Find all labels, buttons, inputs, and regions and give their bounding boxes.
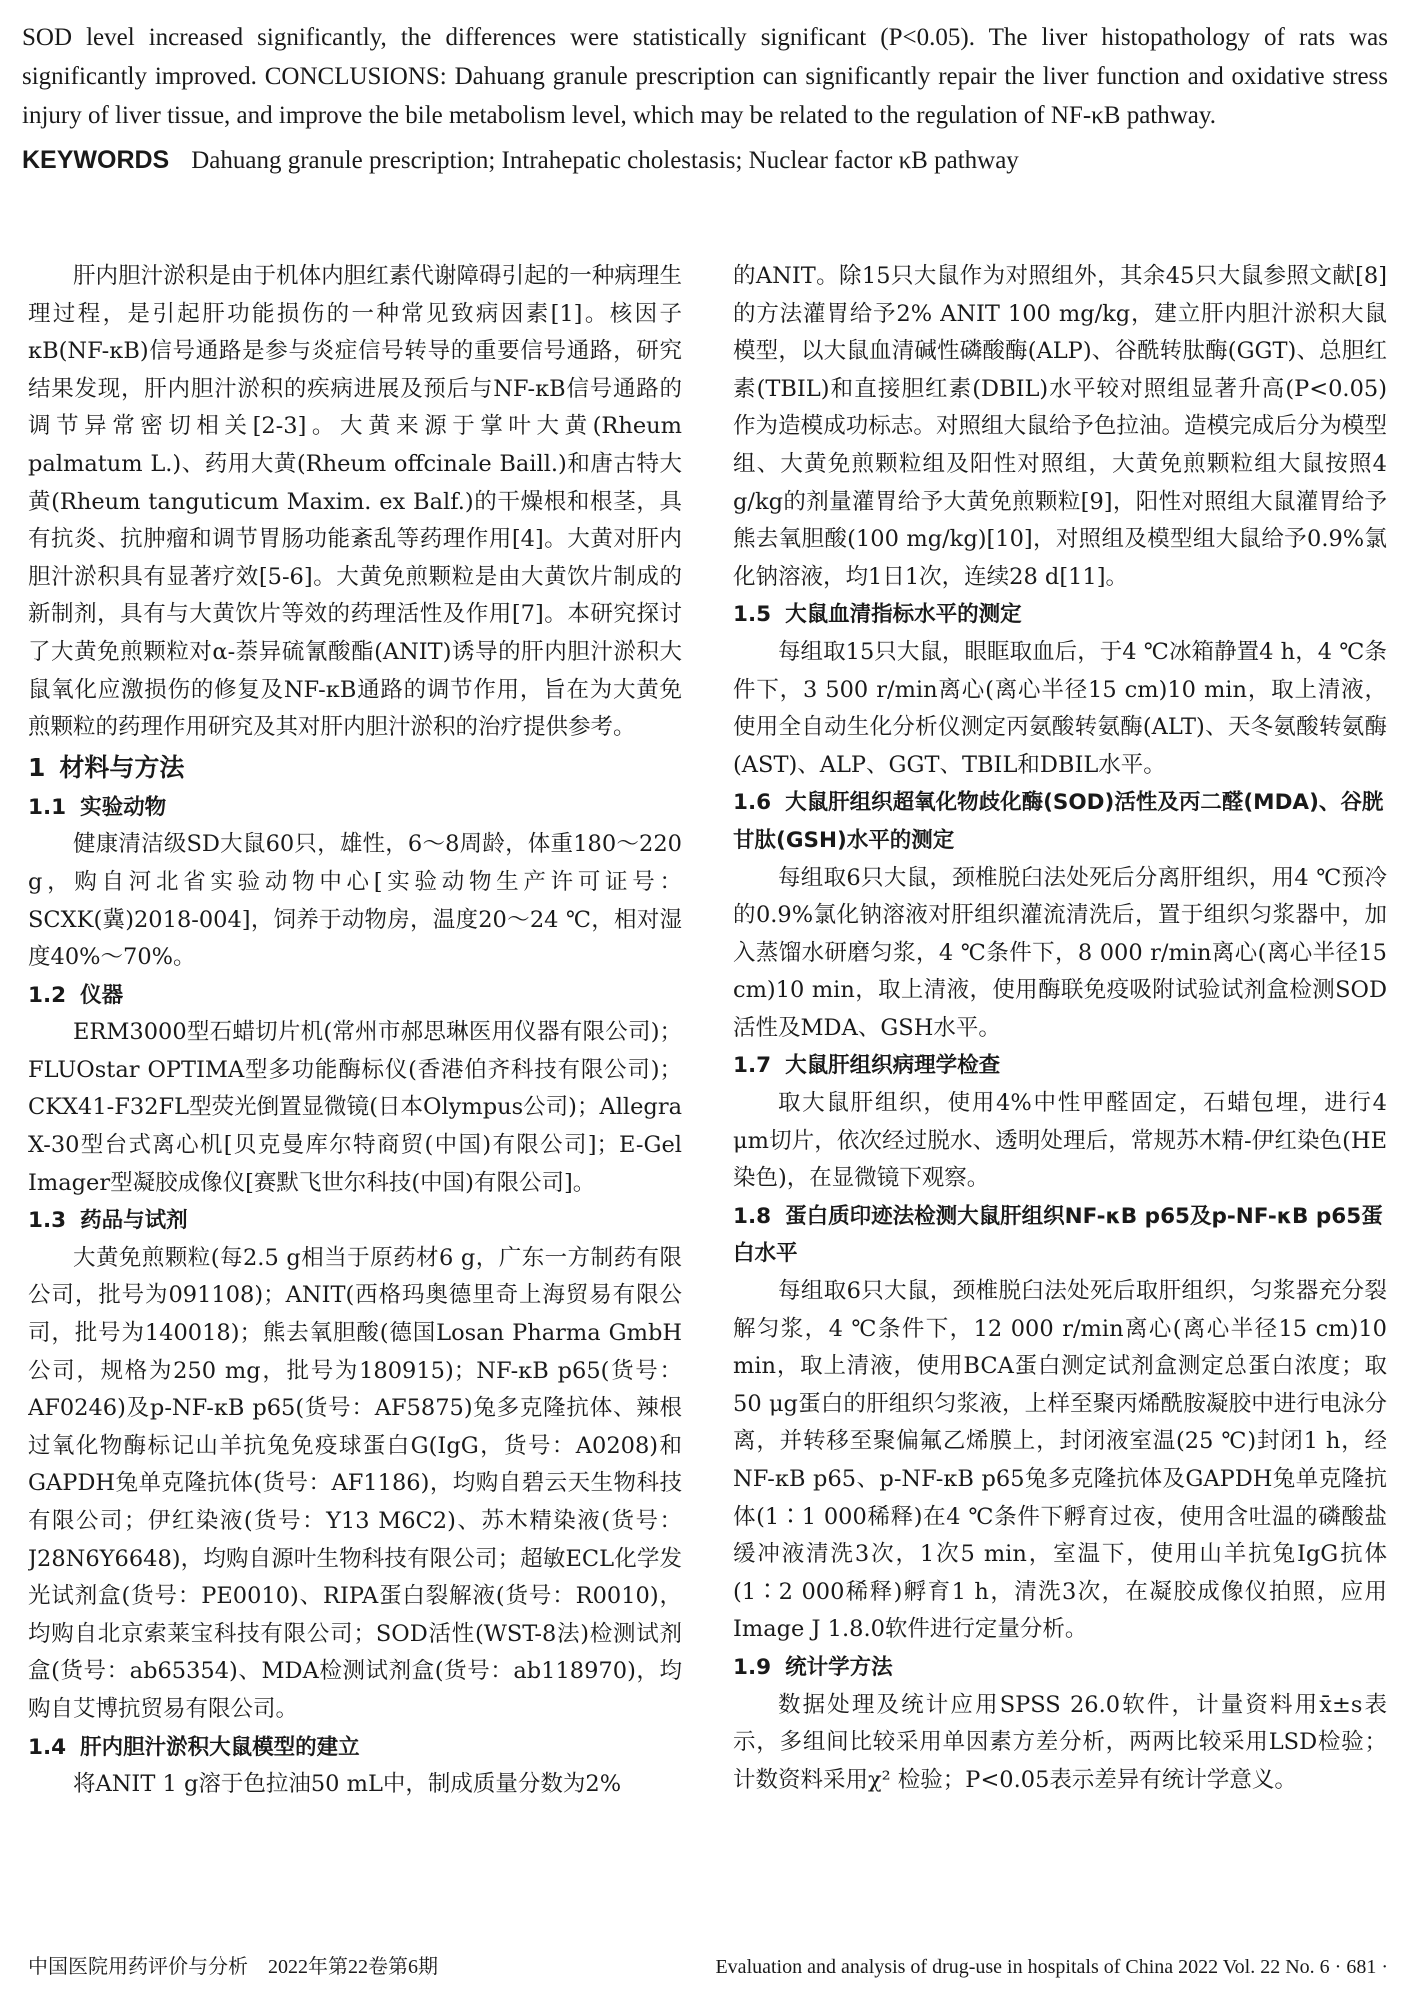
footer-journal-en: Evaluation and analysis of drug-use in hospitals of China 2022 Vol. 22 No. 6 · 681 · [715,1956,1388,1978]
subsection-heading-1-5: 1.5 大鼠血清指标水平的测定 [733,602,1022,628]
left-column [28,258,682,1918]
subsection-text-1-4: 将ANIT 1 g溶于色拉油50 mL中，制成质量分数为2% [73,1771,622,1798]
subsection-heading-1-4: 1.4 肝内胆汁淤积大鼠模型的建立 [28,1734,360,1760]
subsection-heading-1-6: 1.6 大鼠肝组织超氧化物歧化酶(SOD)活性及丙二醛(MDA)、谷胱甘肽(GSH)水平的测定 [733,790,1384,853]
subsection-heading-1-8: 1.8 蛋白质印迹法检测大鼠肝组织NF-κB p65及p-NF-κB p65蛋白水平 [733,1203,1383,1267]
subsection-text-1-4-continued: 的ANIT。除15只大鼠作为对照组外，其余45只大鼠参照文献[8]的方法灌胃给予2% ANIT 100 mg/kg，建立肝内胆汁淤积大鼠模型，以大鼠血清碱性磷酸酶(ALP)、谷酰转肽酶(GGT)、总胆红素(TBIL)和直接胆红素(DBIL)水平较对照组显著升高(P<0.05)作为造模成功标志。对照组大鼠给予色拉油。造模完成后分为模型组、大黄免煎颗粒组及阳性对照组，大黄免煎颗粒组大鼠按照4 g/kg的剂量灌胃给予大黄免煎颗粒[9]，阳性对照组大鼠灌胃给予熊去氧胆酸(100 mg/kg)[10]，对照组及模型组大鼠给予0.9%氯化钠溶液，均1日1次，连续28 d[11]。 [733,263,1387,590]
subsection-text-1-1: 健康清洁级SD大鼠60只，雄性，6～8周龄，体重180～220 g，购自河北省实验动物中心[实验动物生产许可证号：SCXK(冀)2018-004]，饲养于动物房，温度20～24 ℃，相对湿度40%～70%。 [28,831,682,971]
subsection-text-1-3: 大黄免煎颗粒(每2.5 g相当于原药材6 g，广东一方制药有限公司，批号为091108)；ANIT(西格玛奥德里奇上海贸易有限公司，批号为140018)；熊去氧胆酸(德国Losan Pharma GmbH公司，规格为250 mg，批号为180915)；NF-κB p65(货号：AF0246)及p-NF-κB p65(货号：AF5875)兔多克隆抗体、辣根过氧化物酶标记山羊抗兔免疫球蛋白G(IgG，货号：A0208)和GAPDH兔单克隆抗体(货号：AF1186)，均购自碧云天生物科技有限公司；伊红染液(货号：Y13 M6C2)、苏木精染液(货号：J28N6Y6648)，均购自源叶生物科技有限公司；超敏ECL化学发光试剂盒(货号：PE0010)、RIPA蛋白裂解液(货号：R0010)，均购自北京索莱宝科技有限公司；SOD活性(WST-8法)检测试剂盒(货号：ab65354)、MDA检测试剂盒(货号：ab118970)，均购自艾博抗贸易有限公司。 [28,1244,682,1722]
subsection-text-1-5: 每组取15只大鼠，眼眶取血后，于4 ℃冰箱静置4 h，4 ℃条件下，3 500 r/min离心(离心半径15 cm)10 min，取上清液，使用全自动生化分析仪测定丙氨酸转氨酶(ALT)、天冬氨酸转氨酶(AST)、ALP、GGT、TBIL和DBIL水平。 [733,638,1387,778]
intro-paragraph: 肝内胆汁淤积是由于机体内胆红素代谢障碍引起的一种病理生理过程，是引起肝功能损伤的一种常见致病因素[1]。核因子κB(NF-κB)信号通路是参与炎症信号转导的重要信号通路，研究结果发现，肝内胆汁淤积的疾病进展及预后与NF-κB信号通路的调节异常密切相关[2-3]。大黄来源于掌叶大黄(Rheum palmatum L.)、药用大黄(Rheum offcinale Baill.)和唐古特大黄(Rheum tanguticum Maxim. ex Balf.)的干燥根和根茎，具有抗炎、抗肿瘤和调节胃肠功能紊乱等药理作用[4]。大黄对肝内胆汁淤积具有显著疗效[5-6]。大黄免煎颗粒是由大黄饮片制成的新制剂，具有与大黄饮片等效的药理活性及作用[7]。本研究探讨了大黄免煎颗粒对α-萘异硫氰酸酯(ANIT)诱导的肝内胆汁淤积大鼠氧化应激损伤的修复及NF-κB通路的调节作用，旨在为大黄免煎颗粒的药理作用研究及其对肝内胆汁淤积的治疗提供参考。 [28,263,682,741]
subsection-heading-1-1: 1.1 实验动物 [28,794,167,820]
subsection-text-1-8: 每组取6只大鼠，颈椎脱臼法处死后取肝组织，匀浆器充分裂解匀浆，4 ℃条件下，12 000 r/min离心(离心半径15 cm)10 min，取上清液，使用BCA蛋白测定试剂盒测定总蛋白浓度；取50 μg蛋白的肝组织匀浆液，上样至聚丙烯酰胺凝胶中进行电泳分离，并转移至聚偏氟乙烯膜上，封闭液室温(25 ℃)封闭1 h，经NF-κB p65、p-NF-κB p65兔多克隆抗体及GAPDH兔单克隆抗体(1∶1 000稀释)在4 ℃条件下孵育过夜，使用含吐温的磷酸盐缓冲液清洗3次，1次5 min，室温下，使用山羊抗兔IgG抗体(1∶2 000稀释)孵育1 h，清洗3次，在凝胶成像仪拍照，应用Image J 1.8.0软件进行定量分析。 [733,1278,1387,1643]
section-heading-1: 1 材料与方法 [28,752,185,782]
footer-journal-cn: 中国医院用药评价与分析 2022年第22卷第6期 [28,1956,438,1978]
keywords-text: Dahuang granule prescription; Intrahepatic cholestasis; Nuclear factor κB pathway [191,147,1019,174]
subsection-text-1-2: ERM3000型石蜡切片机(常州市郝思琳医用仪器有限公司)；FLUOstar OPTIMA型多功能酶标仪(香港伯齐科技有限公司)；CKX41-F32FL型荧光倒置显微镜(日本Olympus公司)；Allegra X-30型台式离心机[贝克曼库尔特商贸(中国)有限公司]；E-Gel Imager型凝胶成像仪[赛默飞世尔科技(中国)有限公司]。 [28,1019,682,1196]
subsection-heading-1-9: 1.9 统计学方法 [733,1654,893,1680]
keywords-label: KEYWORDS [22,146,170,174]
subsection-text-1-7: 取大鼠肝组织，使用4%中性甲醛固定，石蜡包埋，进行4 μm切片，依次经过脱水、透明处理后，常规苏木精-伊红染色(HE染色)，在显微镜下观察。 [733,1090,1387,1192]
keywords-line [22,141,1388,180]
subsection-heading-1-7: 1.7 大鼠肝组织病理学检查 [733,1053,1001,1079]
abstract-text: SOD level increased significantly, the differences were statistically significant (P<0.05). The liver histopathology of rats was significantly improved. CONCLUSIONS: Dahuang granule prescription can significantly repair the liver function and oxidative stress injury of liver tissue, and improve the bile metabolism level, which may be related to the regulation of NF-κB pathway. [22,24,1388,129]
subsection-text-1-6: 每组取6只大鼠，颈椎脱臼法处死后分离肝组织，用4 ℃预冷的0.9%氯化钠溶液对肝组织灌流清洗后，置于组织匀浆器中，加入蒸馏水研磨匀浆，4 ℃条件下，8 000 r/min离心(离心半径15 cm)10 min，取上清液，使用酶联免疫吸附试验试剂盒检测SOD活性及MDA、GSH水平。 [733,864,1387,1041]
subsection-heading-1-2: 1.2 仪器 [28,982,124,1008]
page-footer [28,1952,1388,1982]
right-column [733,258,1387,1918]
english-abstract [22,18,1388,180]
subsection-text-1-9: 数据处理及统计应用SPSS 26.0软件，计量资料用x̄±s表示，多组间比较采用单因素方差分析，两两比较采用LSD检验；计数资料采用χ² 检验；P<0.05表示差异有统计学意义。 [733,1691,1387,1793]
subsection-heading-1-3: 1.3 药品与试剂 [28,1208,188,1234]
